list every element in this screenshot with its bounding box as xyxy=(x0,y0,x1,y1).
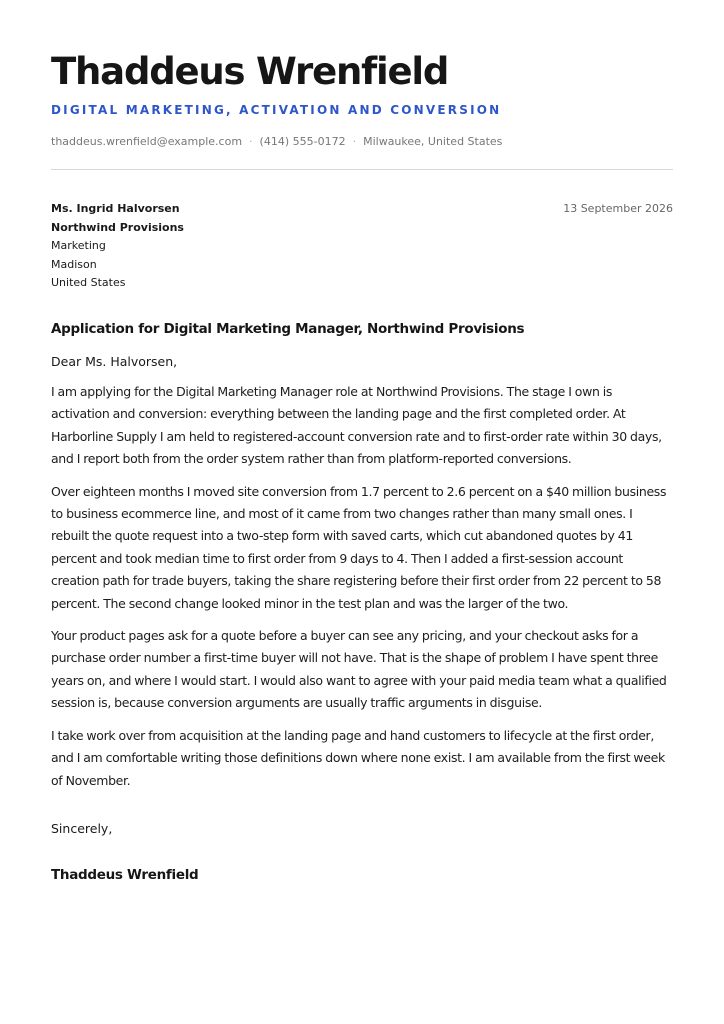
body-paragraph: I am applying for the Digital Marketing Manager role at Northwind Provisions. The stage I own is activation and conversion: everything between the landing page and the first completed order. At Harborline Supply I am held to registered-account conversion rate and to first-order rate within 30 days, and I report both from the order system rather than from platform-reported conversions. xyxy=(51,384,662,467)
signature-name: Thaddeus Wrenfield xyxy=(51,866,199,883)
closing: Sincerely, xyxy=(51,820,113,836)
applicant-headline: DIGITAL MARKETING, ACTIVATION AND CONVERSION xyxy=(51,103,502,117)
address-block xyxy=(51,200,673,292)
recipient-company: Northwind Provisions xyxy=(51,220,184,234)
applicant-name: Thaddeus Wrenfield xyxy=(51,50,449,93)
recipient-department: Marketing xyxy=(51,239,106,252)
body-paragraph: Over eighteen months I moved site conversion from 1.7 percent to 2.6 percent on a $40 million business to business ecommerce line, and most of it came from two changes rather than many small ones. I rebuilt the quote request into a two-step form with saved carts, which cut abandoned quotes by 41 percent and took median time to first order from 9 days to 4. Then I added a first-session account creation path for trade buyers, taking the share registering before their first order from 22 percent to 58 percent. The second change looked minor in the test plan and was the larger of the two. xyxy=(51,483,667,611)
contact-line xyxy=(51,134,673,150)
contact-location: Milwaukee, United States xyxy=(363,135,503,148)
contact-separator: · xyxy=(352,135,357,148)
header-divider xyxy=(51,169,673,170)
contact-phone: (414) 555-0172 xyxy=(259,135,346,148)
body-paragraph: Your product pages ask for a quote before a buyer can see any pricing, and your checkout asks for a purchase order number a first-time buyer will not have. That is the shape of problem I have spent three years on, and where I would start. I would also want to agree with your paid media team what a qualified session is, because conversion arguments are usually traffic arguments in disguise. xyxy=(51,628,667,711)
recipient-city: Madison xyxy=(51,257,97,271)
subject-line: Application for Digital Marketing Manager, Northwind Provisions xyxy=(51,321,525,337)
recipient-name: Ms. Ingrid Halvorsen xyxy=(51,202,180,215)
letter-date: 13 September 2026 xyxy=(563,202,673,215)
recipient-country: United States xyxy=(51,276,126,289)
contact-email: thaddeus.wrenfield@example.com xyxy=(51,135,243,148)
contact-separator: · xyxy=(249,135,253,148)
body-paragraph: I take work over from acquisition at the landing page and hand customers to lifecycle at the first order, and I am comfortable writing those definitions down where none exist. I am available from the first week of November. xyxy=(51,727,665,788)
salutation: Dear Ms. Halvorsen, xyxy=(51,354,178,369)
